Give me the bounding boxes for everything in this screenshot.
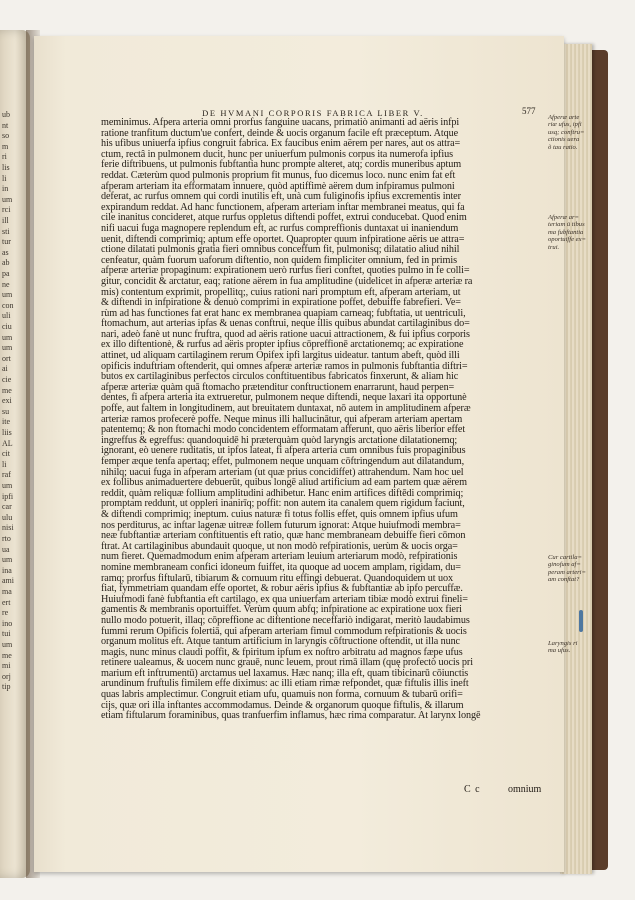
text-line: nomine membraneam confici idoneum fuiffet, ita quoque ad uocem amplam, rigidam, du=	[101, 561, 461, 573]
text-line: nihilq; uacui fuga in afperam arteriam (ut quæ prius concidiffet) attrahendum. Nam hoc uel	[101, 466, 464, 478]
page-stack-edge	[560, 44, 592, 874]
text-line: cijs, quæ ori illa inftantes accommodamus. Deinde & organorum quoque fiftulis, & illarum	[101, 699, 464, 711]
text-line: cenfeatur, quàm fuorum uaforum diftentio, non quidem fimpliciter omnium, fed in primis	[101, 254, 457, 266]
left-page-fragment: tui	[2, 629, 11, 639]
left-page-fragment: um	[2, 290, 13, 300]
text-line: gitur, concidit & arctatur, eaq; ratione aërem in fua amplitudine (uidelicet in afperæ arteriæ ra	[101, 275, 473, 287]
left-page-fragment: ina	[2, 565, 12, 575]
left-page-fragment: ulu	[2, 512, 13, 522]
margin-note-line: Cur cartila=	[548, 554, 582, 561]
left-page-fragment: tur	[2, 237, 11, 247]
left-page-fragment: um	[2, 640, 13, 649]
margin-note-line: ma fubftantia	[548, 228, 584, 236]
right-page	[34, 36, 586, 872]
text-line: nari, adeò fanè ut nunc fruftra, quod ad aëris ratione uacui attractionem, & fui ipfius corporis	[101, 328, 470, 340]
text-line: neæ fubftantiæ arteriam conftituentis eft ratio, quæ hanc membraneam debuiffe fieri cōmon	[101, 530, 466, 542]
text-line: ratione tranfitum ductum'ue confert, deinde & uocis organum facile eft præceptum. Atque	[101, 127, 459, 139]
text-line: ignorant, eò uenere ruditatis, ut ipfos lateat, fi afpera arteria cum omnibus fuis propaginibus	[101, 445, 466, 457]
left-page-fragment: tip	[2, 682, 11, 692]
blue-marker-spot	[579, 610, 583, 632]
text-line: nifi uacui fuga magnopere replendum eft, ac rurfus compreffionis duntaxat ui inaniendum	[101, 222, 459, 234]
left-page-fragment: pa	[2, 269, 10, 278]
text-line: femper æque tenfa apertaq; effet, pulmonem neque unquam cōftringendum aut dilatandum,	[101, 456, 465, 467]
left-page-fragment: ipfi	[2, 491, 14, 501]
left-page-fragment: ne	[2, 279, 10, 289]
left-page-fragment: li	[2, 173, 7, 183]
text-line: marium eft inftrumentū) arctamus uel laxamus. Hæc nanq; illa eft, quam tibicinarū cōiunctis	[101, 667, 469, 679]
left-page-fragment: ert	[2, 597, 11, 607]
left-page-fragment: raf	[2, 470, 11, 480]
margin-note-line: usq; conftru=	[548, 128, 585, 136]
text-line: ex follibus animaduertere debuerūt, quibus longē aliud artificium ad eam partem quæ aërem	[101, 477, 467, 489]
left-page-fragment: ai	[2, 364, 8, 374]
left-page-fragment: ill	[2, 216, 9, 225]
left-page-fragment: orj	[2, 671, 11, 681]
text-line: afperæ arteriæ propaginum: expirationem uerò rurfus fieri conftet, quoties pulmo in fe colli=	[101, 265, 470, 277]
margin-note-line: Afperæ ar=	[548, 214, 580, 221]
left-page-fragment: ri	[2, 152, 7, 162]
text-line: ftomachum, aut arterias ipfas & uenas conftrui, neque illis quibus abundat cartilaginibus do=	[101, 318, 470, 330]
text-line: promptam reddunt, ut oppleri inanirīq; poffit: non autem ita canalem quem rigidum faciunt,	[101, 498, 465, 510]
text-line: fummi rerum Opificis folertiā, qui afperam arteriam fimul commodum refpirationis & uocis	[101, 625, 467, 637]
left-page-fragment: sti	[2, 226, 10, 236]
text-line: ftrat. At cartilaginibus abundauit quoque, ut non modò refpirationis, uerùm & uocis orga=	[101, 540, 458, 552]
left-page-fragment: um	[2, 481, 13, 490]
margin-note-line: Afperæ arte	[548, 114, 580, 121]
left-page-fragment: li	[2, 459, 7, 469]
text-line: mis) contentum exprimit, propellitq;, cuius rationi nari promptum eft, afperam arteriam, ut	[101, 286, 461, 298]
left-page-fragment: ino	[2, 618, 13, 628]
left-page-fragment: AL	[2, 438, 13, 448]
text-line: gamentis & membranis oportuiffet. Verùm quum abfq; infpiratione ac expiratione uox fieri	[101, 604, 462, 616]
margin-note-line: ctionis uera	[548, 136, 580, 144]
text-line: retinere ualeamus, & uocem nunc grauē, nunc leuem, prout rimā illam (quę profectò uocis pri	[101, 657, 473, 669]
text-line: ctum, rectâ in pulmonem ducit, hunc per uniuerfum pulmonis corpus ita numerofa ipfius	[101, 148, 453, 160]
left-page-fragment: cit	[2, 449, 10, 459]
left-page-fragment: um	[2, 194, 13, 204]
margin-note-line: Laryngis ri	[548, 640, 578, 647]
text-line: nos perditurus, ac inftar lagenæ uitreæ follem futurum ignorat: Atque huiufmodi membra=	[101, 519, 461, 531]
text-line: magis, nunc minus claudi poffit, & fpiritum ipfum ex noftro arbitratu ad magnos fæpe ufus	[101, 646, 463, 658]
left-page-fragment: as	[2, 247, 9, 257]
running-header: DE HVMANI CORPORIS FABRICA LIBER V.	[202, 108, 424, 118]
margin-note-respiration	[548, 114, 585, 151]
text-line: ingreffus & egreffus: quandoquidē hi præterquàm quòd laryngis arctatione dilatationemq;	[101, 434, 458, 446]
left-page-fragment: in	[2, 184, 9, 194]
margin-note-line: teriam ū tibus	[548, 221, 585, 229]
left-page-fragment: rto	[2, 534, 11, 543]
left-page-fragment: ite	[2, 417, 10, 427]
text-line: afperam arteriam ita efformatam innuere, quòd aptiffimè aërem dum infpiramus pulmoni	[101, 180, 455, 192]
signature-mark: C c	[464, 784, 481, 795]
margin-note-substance	[548, 214, 586, 251]
left-page-fragment: car	[2, 502, 12, 512]
text-line: & diftendi comprimiq; ineptum. cuius naturæ fi totus follis effet, quis omnem ipfius ufum	[101, 508, 458, 520]
text-line: afperæ arteriæ quàm quā ftomacho prætenditur conftructionem enarrarunt, haud perpen=	[101, 381, 455, 393]
text-line: etiam fiftularum foraminibus, quas tranfuerfim inflamus, hæc rima comparatur. At larynx longē	[101, 710, 481, 722]
margin-note-line: riæ ufus, ipfi	[548, 121, 582, 129]
margin-note-line: trui.	[548, 243, 560, 251]
text-line: expirandum reddat. Ad hanc functionem, afperam arteriam inftar membranei meatus, qui fa	[101, 201, 465, 213]
text-line: ferie diftribuens, ut pulmonis fubftantia hunc prompte alteret, atq; cordis muneribus aptum	[101, 159, 462, 171]
margin-note-line: oportuiffe ex=	[548, 236, 586, 244]
text-line: reddit, quàm reliquæ follium amplitudini adhibetur. Hanc enim artifices diftēdi comprimiq;	[101, 487, 464, 499]
margin-note-larynx	[548, 640, 578, 655]
text-line: Huiufmodi fanè fubftantia eft cartilago, ex qua uniuerfam arteriam tibiæ modò extrui fineli=	[101, 593, 468, 605]
left-page-fragment: ab	[2, 258, 10, 268]
text-line: opificis induftriam oftenderit, qui omnes afperæ arteriæ ramos in pulmonis fubftantia diftri=	[101, 360, 468, 372]
left-page-fragment: re	[2, 608, 9, 618]
text-line: ex illo diftentionè, & rurfus ad aëris propter ipfius cōpreffionē arctationemq; ac expiratione	[101, 339, 464, 351]
left-page-fragment: con	[2, 300, 14, 310]
left-page-fragment: ua	[2, 544, 10, 554]
text-line: rùm ad has functiones fat erat hanc ex membranea quapiam carneaq; fubftatia, ut uentriculi,	[101, 307, 466, 319]
text-line: deferat, ac rurfus omnem qui cordi inutilis eft, unà cum fuliginofis ipfius excrementis inter	[101, 191, 461, 203]
left-page-fragment: ort	[2, 353, 11, 363]
left-page-fragment: me	[2, 650, 12, 660]
text-line: quas labris amplectimur. Congruit etiam ufu, quamuis non forma, cornuum & tubarū orifi=	[101, 689, 463, 701]
text-line: butos ex cartilaginibus perfectos circulos conftituentibus fabricatos finxerunt, & aliam hic	[101, 371, 459, 383]
text-line: cile inanitus concideret, atque rurfus oppletus diftendi poffet, extrui conducebat. Quod enim	[101, 212, 467, 224]
left-page-fragment: um	[2, 555, 13, 565]
left-page-fragment: cie	[2, 375, 12, 384]
text-line: arteriæ ramos profecerè poffe. Neque minus illi hallucinātur, qui afperam arteriam apertam	[101, 413, 463, 425]
text-line: meminimus. Afpera arteria omni prorfus fanguine uacans, primatiò animanti ad aëris infpi	[101, 117, 460, 128]
margin-note-line: ma ufus.	[548, 647, 571, 655]
text-line: poffe, aut faltem in longitudinem, aut breuitatem duntaxat, nō autem in amplitudinem afperæ	[101, 403, 471, 415]
text-line: fiat, fymmetriam quandam effe oportet, & robur aëris ipfius & fubftantiæ ab ipfo percuffæ.	[101, 583, 463, 595]
text-line: patentemq; & non ftomachi modo concidentem efformatam afferunt, quo aëris liberior effet	[101, 424, 466, 436]
left-page-fragment: su	[2, 406, 10, 416]
left-page-fragment: nt	[2, 120, 9, 130]
catchword: omnium	[508, 784, 542, 795]
text-line: ctione dilatati pulmonis gratia fieri omnibus conceffum fit, pulmonisq; dilatatio aliud nihil	[101, 244, 460, 256]
text-line: & diftendi in infpiratione & denuò comprimi in expiratione poffet, debuiffe fabrefieri. Ve=	[101, 297, 461, 309]
left-page-fragment: um	[2, 343, 13, 353]
text-line: ramq; prorfus fiftularū, tibiarum & cornuum ritu effingi debuerat. Quandoquidem ut uox	[101, 572, 453, 584]
left-page-fragment: me	[2, 385, 12, 395]
left-page-fragment: uli	[2, 311, 11, 321]
text-line: dentes, fi afpera arteria ita extrueretur, pulmonem neque diftendi, neque laxari ita opportunè	[101, 392, 467, 404]
body-text	[101, 118, 539, 722]
left-page-fragment: ub	[2, 110, 10, 119]
text-line: attinet, ud aliquam cartilaginem rerum Opifex ipfi largitus uideatur. tantum abeft, quòd illi	[101, 350, 460, 362]
left-page-fragment: ma	[2, 587, 12, 596]
left-page-fragment: nisi	[2, 523, 14, 533]
left-page-fragment: exi	[2, 396, 12, 406]
left-page-fragment: so	[2, 131, 10, 141]
left-page-fragment: ciu	[2, 322, 12, 331]
margin-note-line: am conftat?	[548, 576, 580, 584]
margin-note-line: õ tau ratio.	[548, 143, 578, 151]
text-line: arundinum fruftulis fimilem effe diximus: ac illi etiam rimæ refpondet, quæ fiftulis illis ineft	[101, 678, 469, 690]
left-page-fragment: rci	[2, 205, 11, 215]
text-line: nullo modo potuerit, illaq; cōpreffione ac diftentione neceffariò indigarat, meritò laudabimus	[101, 614, 470, 626]
page-number: 577	[522, 106, 536, 116]
margin-note-cartilage	[548, 554, 586, 584]
left-page-fragment: m	[2, 141, 9, 151]
text-line: num fieret. Quemadmodum enim afperam arteriam leuium arteriarum modò, refpirationis	[101, 551, 458, 563]
text-line: his ufibus uniuerfa ipfius congruit fabrica. Ex faucibus enim aërem per nares, aut os attra=	[101, 138, 461, 150]
left-page-fragment: lis	[2, 163, 10, 172]
text-line: reddat. Cæterùm quod pulmonis proprium fit munus, fuo dicemus loco. nunc enim fat eft	[101, 169, 456, 181]
margin-note-line: ginofum af=	[548, 561, 581, 569]
left-page-fragment: mi	[2, 661, 11, 671]
left-page-fragment: um	[2, 332, 13, 342]
left-page-fragment: liis	[2, 428, 12, 437]
text-line: organum molitus eft. Atque tantum artificium in laryngis cōftructione oftendit, ut illa nunc	[101, 636, 460, 648]
text-line: uenit, diftendi comprimiq; aptum effe oportet. Quapropter quum infpiratione aëris ue attra=	[101, 233, 465, 245]
margin-note-line: peram arteri=	[548, 568, 586, 576]
left-page-fragment: ami	[2, 576, 14, 586]
